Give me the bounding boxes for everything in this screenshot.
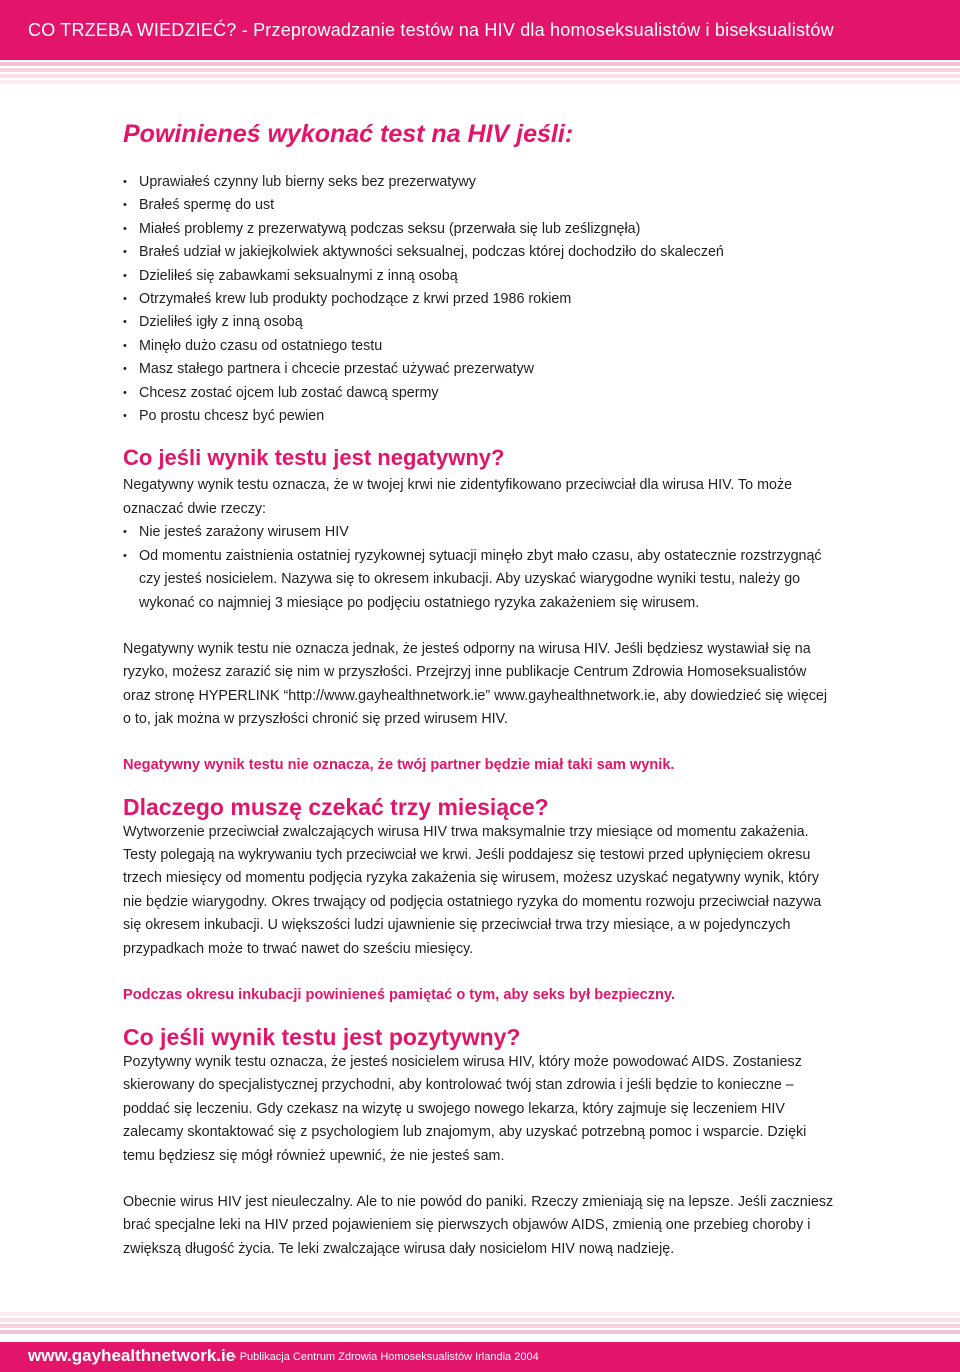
footer-publication: - Publikacja Centrum Zdrowia Homoseksualistów Irlandia 2004 <box>233 1351 539 1363</box>
list-item: • Minęło dużo czasu od ostatniego testu <box>123 335 838 358</box>
footer-bar <box>0 1342 960 1372</box>
section1-heading: Powinieneś wykonać test na HIV jeśli: <box>123 120 574 148</box>
list-item: • Brałeś udział w jakiejkolwiek aktywności seksualnej, podczas której dochodziło do skaleczeń <box>123 241 838 264</box>
section3-paragraph: Wytworzenie przeciwciał zwalczających wirusa HIV trwa maksymalnie trzy miesiące od momentu zakażenia. Testy polegają na wykrywaniu tych przeciwciał we krwi. Jeśli poddajesz się testowi przed upłynięciem okresu trzech miesięcy od momentu podjęcia ryzyka zakażenia się wirusem, możesz uzyskać negatywny wynik, który nie będzie wiarygodny. Okres trwający od podjęcia ostatniego ryzyka do momentu rozwoju przeciwciał nazywa się okresem inkubacji. U większości ludzi ujawnienie się przeciwciał trwa trzy miesiące, a w pojedynczych przypadkach może to trwać nawet do sześciu miesięcy. <box>123 823 822 957</box>
list-item: • Po prostu chcesz być pewien <box>123 405 838 428</box>
section2-list <box>123 521 838 615</box>
section2-emphasis: Negatywny wynik testu nie oznacza, że twój partner będzie miał taki sam wynik. <box>123 756 675 773</box>
section4-paragraph-1: Pozytywny wynik testu oznacza, że jesteś nosicielem wirusa HIV, który może powodować AIDS. Zostaniesz skierowany do specjalistycznej przychodni, aby kontrolować twój stan zdrowia i jeśli będzie to konieczne – poddać się leczeniu. Gdy czekasz na wizytę u swojego nowego lekarza, który zajmuje się leczeniem HIV zalecamy skontaktować się z psychologiem lub znajomym, aby uzyskać potrzebną pomoc i wsparcie. Dzięki temu będziesz się mógł również upewnić, że nie jesteś sam. <box>123 1053 807 1164</box>
section2-paragraph: Negatywny wynik testu nie oznacza jednak, że jesteś odporny na wirusa HIV. Jeśli będziesz wystawiał się na ryzyko, możesz zarazić się nim w przyszłości. Przejrzyj inne publikacje Centrum Zdrowia Homoseksualistów oraz stronę HYPERLINK “http://www.gayhealthnetwork.ie” www.gayhealthnetwork.ie, aby dowiedzieć się więcej o to, jak można w przyszłości chronić się przed wirusem HIV. <box>123 640 828 728</box>
document-body <box>123 118 838 1261</box>
section3-heading: Dlaczego muszę czekać trzy miesiące? <box>123 793 549 820</box>
section4-paragraph-2: Obecnie wirus HIV jest nieuleczalny. Ale to nie powód do paniki. Rzeczy zmieniają się na lepsze. Jeśli zaczniesz brać specjalne leki na HIV przed pojawieniem się pierwszych objawów AIDS, zmienią one przebieg choroby i zwiększą długość życia. Te leki zwalczające wirusa dały nosicielom HIV nową nadzieję. <box>123 1194 834 1257</box>
section2-heading: Co jeśli wynik testu jest negatywny? <box>123 445 505 471</box>
list-item: • Masz stałego partnera i chcecie przestać używać prezerwatyw <box>123 358 838 381</box>
header-title: CO TRZEBA WIEDZIEĆ? - Przeprowadzanie testów na HIV dla homoseksualistów i biseksualistów <box>28 20 834 40</box>
footer-stripes <box>0 1312 960 1336</box>
section1-list <box>123 171 838 428</box>
list-item: • Brałeś spermę do ust <box>123 194 838 217</box>
section3-emphasis: Podczas okresu inkubacji powinieneś pamiętać o tym, aby seks był bezpieczny. <box>123 986 676 1003</box>
list-item: • Dzieliłeś się zabawkami seksualnymi z inną osobą <box>123 265 838 288</box>
list-item: • Dzieliłeś igły z inną osobą <box>123 311 838 334</box>
footer-site-link[interactable]: www.gayhealthnetwork.ie <box>28 1346 236 1365</box>
list-item: • Nie jesteś zarażony wirusem HIV <box>123 521 838 544</box>
section4-heading: Co jeśli wynik testu jest pozytywny? <box>123 1023 521 1050</box>
list-item: • Uprawiałeś czynny lub bierny seks bez prezerwatywy <box>123 171 838 194</box>
header-bar <box>0 0 960 60</box>
list-item: • Miałeś problemy z prezerwatywą podczas seksu (przerwała się lub ześlizgnęła) <box>123 218 838 241</box>
list-item: • Chcesz zostać ojcem lub zostać dawcą spermy <box>123 382 838 405</box>
list-item: • Otrzymałeś krew lub produkty pochodzące z krwi przed 1986 rokiem <box>123 288 838 311</box>
section2-intro: Negatywny wynik testu oznacza, że w twojej krwi nie zidentyfikowano przeciwciał dla wirusa HIV. To może oznaczać dwie rzeczy: <box>123 477 793 517</box>
header-stripes <box>0 62 960 86</box>
list-item: • Od momentu zaistnienia ostatniej ryzykownej sytuacji minęło zbyt mało czasu, aby ostatecznie rozstrzygnąć czy jesteś nosicielem. Nazywa się to okresem inkubacji. Aby uzyskać wiarygodne wyniki testu, należy go wykonać co najmniej 3 miesiące po podjęciu ostatniego ryzyka zakażeniem się wirusem. <box>123 545 838 615</box>
